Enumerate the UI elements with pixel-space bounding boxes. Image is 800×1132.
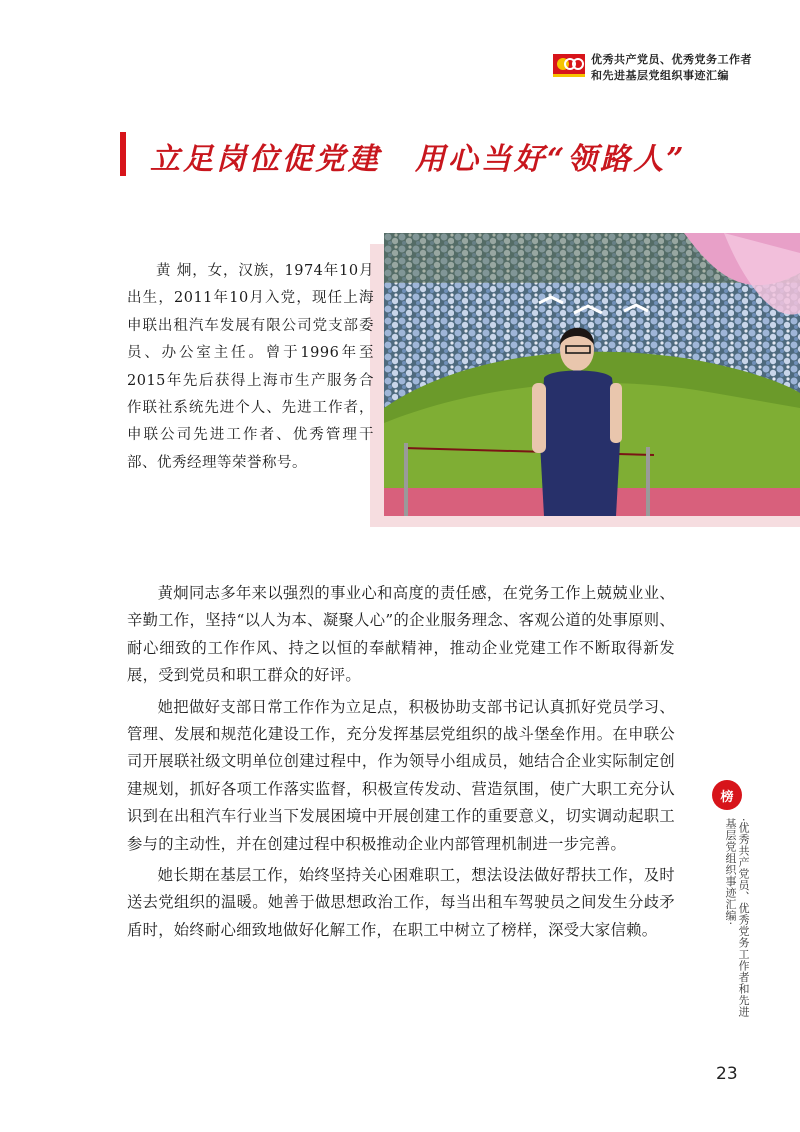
side-vertical-caption: ·优秀共产党员、优秀党务工作者和先进基层党组织事迹汇编·: [724, 818, 750, 1018]
header-line-2: 和先进基层党组织事迹汇编: [591, 69, 729, 82]
article-body: [127, 580, 675, 948]
header-line-1: 优秀共产党员、优秀党务工作者: [591, 53, 752, 66]
party-logo-icon: [553, 52, 585, 78]
title-part-2: 用心当好“领路人”: [415, 142, 687, 177]
body-paragraph: 她长期在基层工作，始终坚持关心困难职工，想法设法做好帮扶工作，及时送去党组织的温暖。她善于做思想政治工作，每当出租车驾驶员之间发生分歧矛盾时，始终耐心细致地做好化解工作，在职工中树立了榜样，深受大家信赖。: [127, 866, 675, 939]
article-title: [150, 134, 687, 178]
bang-stamp-icon: 榜: [712, 780, 742, 810]
bio-text: 黄 炯，女，汉族，1974年10月出生，2011年10月入党，现任上海申联出租汽车发展有限公司党支部委员、办公室主任。曾于1996年至2015年先后获得上海市生产服务合作联社系统先进个人、先进工作者，申联公司先进工作者、优秀管理干部、优秀经理等荣誉称号。: [127, 263, 374, 471]
bio-paragraph: [127, 258, 374, 477]
body-paragraph: 她把做好支部日常工作作为立足点，积极协助支部书记认真抓好党员学习、管理、发展和规范化建设工作，充分发挥基层党组织的战斗堡垒作用。在申联公司开展联社级文明单位创建过程中，作为领导小组成员，她结合企业实际制定创建规划，抓好各项工作落实监督，积极宣传发动、营造氛围，使广大职工充分认识到在出租汽车行业当下发展困境中开展创建工作的重要意义，切实调动起职工参与的主动性，并在创建过程中积极推动企业内部管理机制进一步完善。: [127, 697, 675, 853]
title-part-1: 立足岗位促党建: [150, 142, 381, 177]
page-number: 23: [716, 1064, 738, 1084]
body-paragraph: 黄炯同志多年来以强烈的事业心和高度的责任感，在党务工作上兢兢业业、辛勤工作，坚持“以人为本、凝聚人心”的企业服务理念、客观公道的处事原则、耐心细致的工作作风、持之以恒的奉献精神，推动企业党建工作不断取得新发展，受到党员和职工群众的好评。: [127, 584, 675, 685]
portrait-photo: [384, 233, 800, 516]
running-header: [591, 52, 752, 84]
title-accent-bar: [120, 132, 126, 176]
